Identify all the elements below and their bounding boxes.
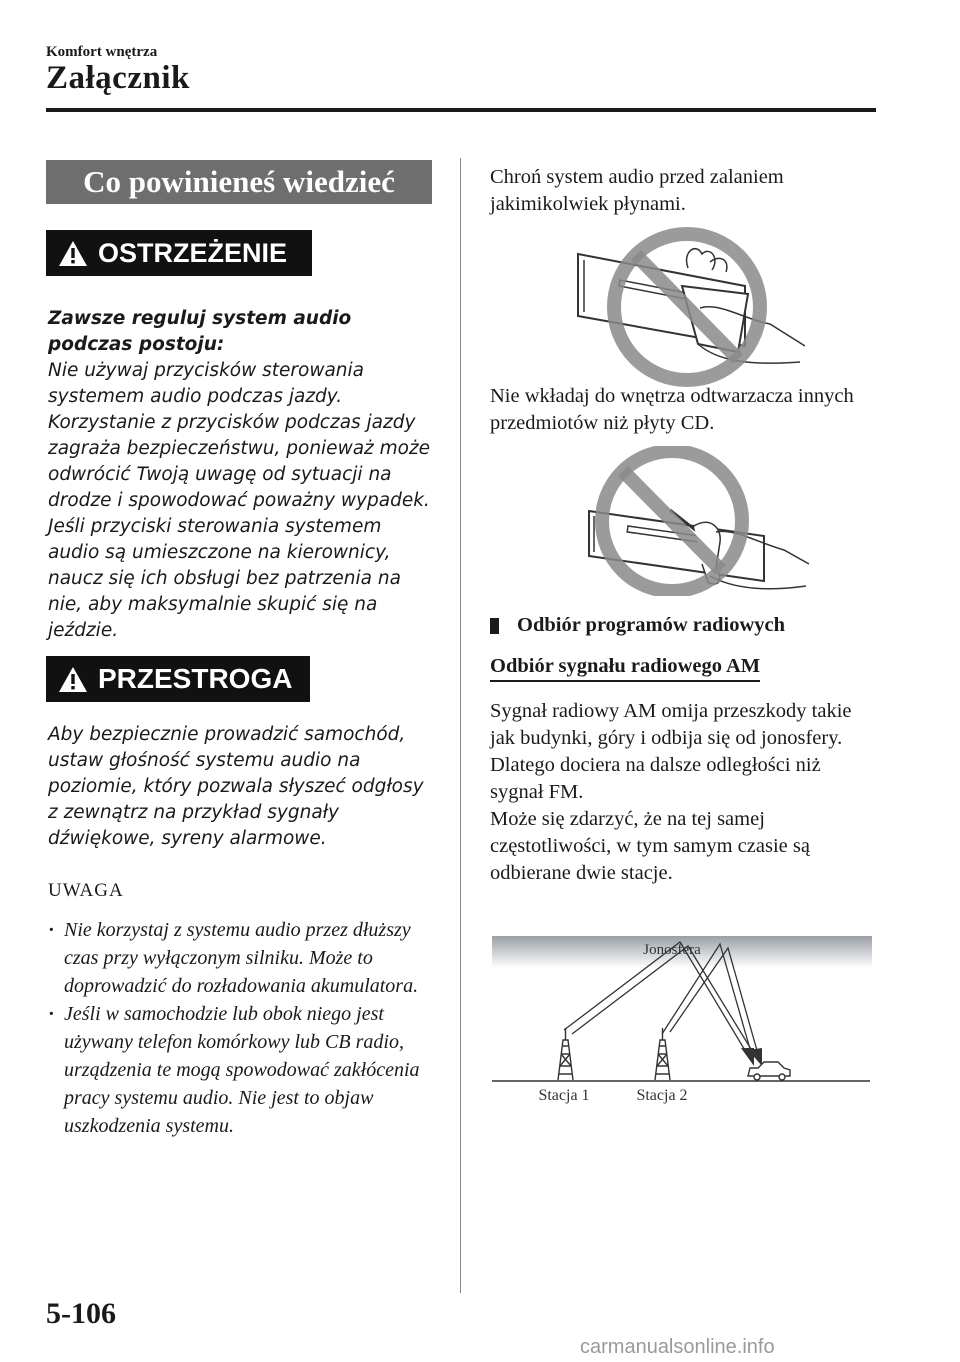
note-list — [48, 916, 438, 1140]
caution-label: PRZESTROGA — [98, 663, 293, 694]
warning-body — [48, 306, 436, 644]
station-2-label: Stacja 2 — [636, 1087, 688, 1104]
caution-label-box — [46, 656, 310, 702]
column-divider — [460, 158, 461, 1293]
subsection-marker-icon — [490, 618, 499, 634]
chapter-title: Załącznik — [46, 60, 190, 96]
caution-text: Aby bezpiecznie prowadzić samochód, ustaw głośność systemu audio na poziomie, który pozwala słyszeć odgłosy z zewnątrz na przykład sygnały dźwiękowe, syreny alarmowe. — [48, 724, 424, 849]
page-number: 5-106 — [46, 1297, 116, 1330]
warning-text: Nie używaj przycisków sterowania systemem audio podczas jazdy. Korzystanie z przycisków podczas jazdy zagraża bezpieczeństwu, ponieważ może odwrócić Twoją uwagę od sytuacji na drodze i spowodować poważny wypadek. Jeśli przyciski sterowania systemem audio są umieszczone na kierownicy, naucz się ich obsługi bez patrzenia na nie, aby maksymalnie skupić się na jeździe. — [48, 360, 431, 641]
subsection-heading — [490, 614, 785, 637]
warning-label: OSTRZEŻENIE — [98, 237, 288, 268]
am-heading: Odbiór sygnału radiowego AM — [490, 655, 760, 682]
tower-1-icon — [558, 1028, 573, 1080]
section-title: Co powinieneś wiedzieć — [46, 160, 432, 204]
subsection-title: Odbiór programów radiowych — [517, 614, 786, 636]
cd-only-text: Nie wkładaj do wnętrza odtwarzacza innych przedmiotów niż płyty CD. — [490, 385, 854, 434]
am-text-3: Może się zdarzyć, że na tej samej częstotliwości, w tym samym czasie są odbierane dwie stacje. — [490, 808, 810, 884]
am-text-2: Dlatego dociera na dalsze odległości niż sygnał FM. — [490, 754, 821, 803]
header-rule — [46, 108, 876, 112]
warning-label-box — [46, 230, 312, 276]
note-item: · Nie korzystaj z systemu audio przez dłuższy czas przy wyłączonym silniku. Może to doprowadzić do rozładowania akumulatora. — [48, 916, 438, 1000]
caution-triangle-icon — [58, 666, 88, 693]
am-text — [490, 698, 865, 887]
watermark: carmanualsonline.info — [580, 1336, 775, 1358]
no-foreign-objects-illustration — [584, 446, 809, 596]
warning-triangle-icon — [58, 240, 88, 267]
no-liquids-illustration — [570, 224, 805, 394]
note-heading: UWAGA — [48, 880, 124, 901]
car-icon — [748, 1062, 790, 1080]
liquid-warning-text: Chroń system audio przed zalaniem jakimikolwiek płynami. — [490, 166, 784, 215]
am-text-1: Sygnał radiowy AM omija przeszkody takie jak budynki, góry i odbija się od jonosfery. — [490, 700, 852, 749]
section-label: Komfort wnętrza — [46, 44, 158, 60]
note-item: · Jeśli w samochodzie lub obok niego jest używany telefon komórkowy lub CB radio, urządzenia te mogą spowodować zakłócenia pracy systemu audio. Nie jest to objaw uszkodzenia systemu. — [48, 1000, 438, 1140]
ionosphere-label: Jonosfera — [643, 942, 701, 958]
station-1-label: Stacja 1 — [538, 1087, 590, 1104]
am-ionosphere-diagram — [492, 930, 872, 1110]
tower-2-icon — [655, 1028, 670, 1080]
warning-heading: Zawsze reguluj system audio podczas postoju: — [48, 308, 352, 355]
